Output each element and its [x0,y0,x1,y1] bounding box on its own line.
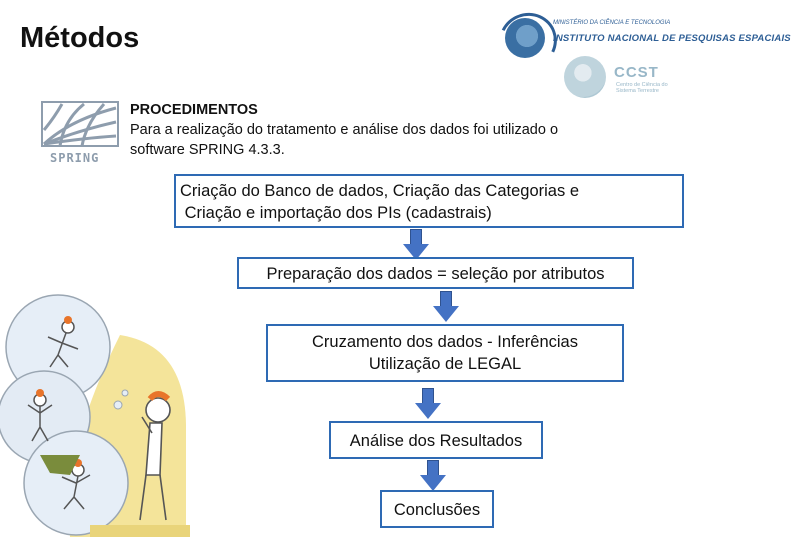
procedures-heading: PROCEDIMENTOS [130,102,258,118]
flow-step-3-line-2: Utilização de LEGAL [368,355,522,373]
down-arrow-icon [433,291,459,323]
flow-step-3-line-1: Cruzamento dos dados - Inferências [312,333,578,351]
procedures-text-line-2: software SPRING 4.3.3. [130,142,285,158]
inpe-logo [505,14,791,60]
procedures-block [130,100,558,160]
down-arrow-icon [420,460,446,492]
flow-step-4-box [329,421,543,459]
flow-step-5-label: Conclusões [393,501,481,519]
ccst-name: CCST [614,64,659,81]
flow-step-2-box [237,257,634,289]
ccst-globe-icon [564,56,606,98]
flow-step-1-box [174,174,684,228]
flow-step-1-line-1: Criação do Banco de dados, Criação das Categorias e [180,182,579,200]
slide-title: Métodos [20,22,140,54]
ccst-subtitle: Centro de Ciência do Sistema Terrestre [616,82,668,94]
cartoon-illustration [0,305,190,537]
spring-logo-text: SPRING [50,151,100,165]
inpe-ministry-text: MINISTÉRIO DA CIÊNCIA E TECNOLOGIA [553,20,671,26]
flow-step-4-label: Análise dos Resultados [349,432,523,450]
flow-step-2-label: Preparação dos dados = seleção por atributos [266,265,605,283]
inpe-institute-name: INSTITUTO NACIONAL DE PESQUISAS ESPACIAIS [553,33,791,44]
down-arrow-icon [415,388,441,420]
inpe-globe-icon [505,18,545,58]
thinking-figure-illustration [0,305,190,537]
flow-step-3-box [266,324,624,382]
ccst-logo [564,56,704,100]
flow-step-1-line-2: Criação e importação dos PIs (cadastrais) [180,204,492,222]
flow-step-5-box [380,490,494,528]
spring-logo [40,100,120,166]
procedures-text-line-1: Para a realização do tratamento e análise dos dados foi utilizado o [130,122,559,138]
